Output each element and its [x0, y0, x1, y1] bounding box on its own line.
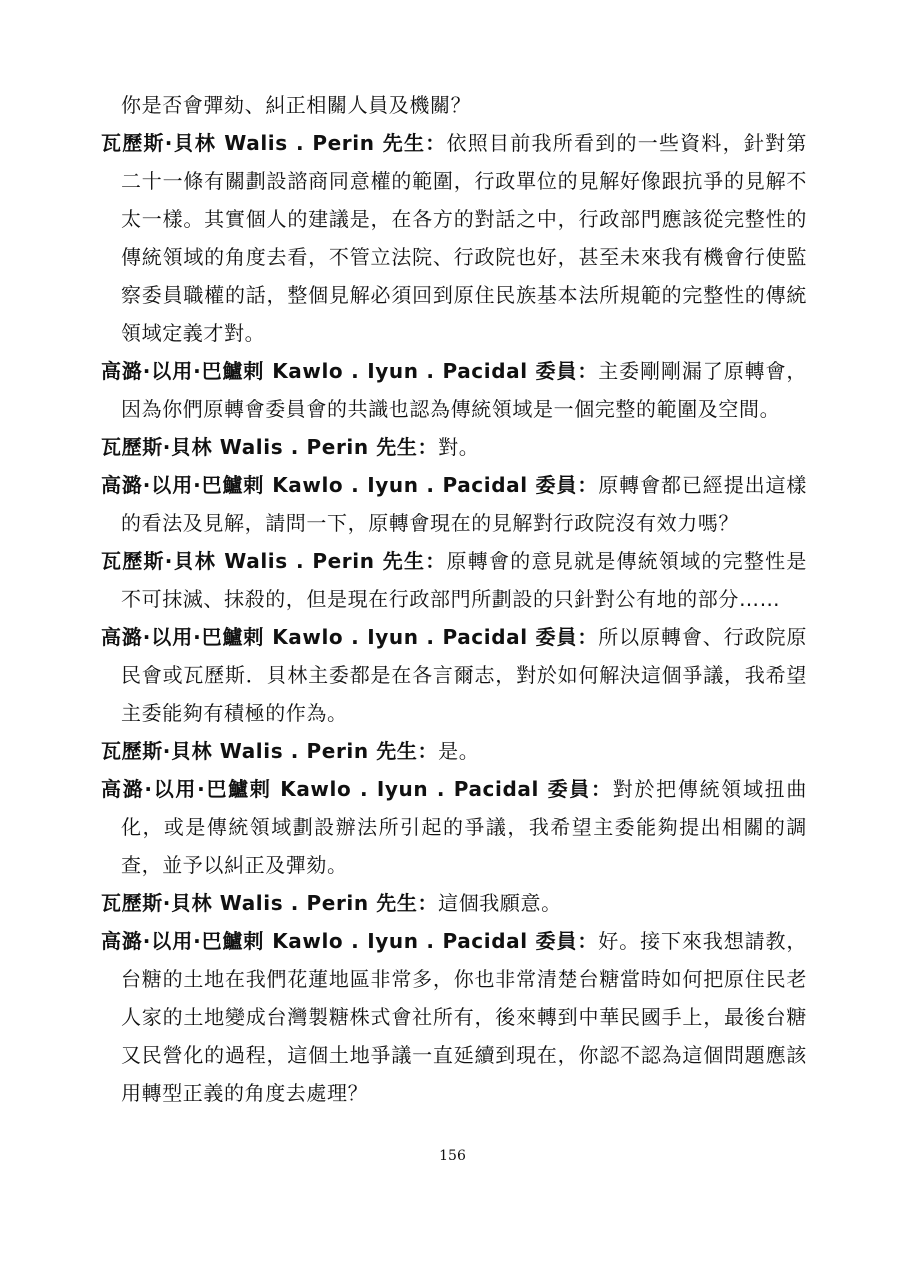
paragraph-text: 對於把傳統領域扭曲化，或是傳統領域劃設辦法所引起的爭議，我希望主委能夠提出相關的調查，並予以糾正及彈劾。	[121, 777, 807, 877]
paragraph-text: 這個我願意。	[438, 891, 562, 915]
transcript-paragraph	[101, 618, 807, 732]
transcript-paragraph	[101, 428, 807, 466]
speaker-name: 瓦歷斯·貝林 Walis . Perin 先生：	[101, 549, 447, 573]
transcript-paragraph	[101, 352, 807, 428]
speaker-name: 高潞·以用·巴鱸剌 Kawlo . Iyun . Pacidal 委員：	[101, 473, 599, 497]
transcript-paragraph	[101, 466, 807, 542]
paragraph-text: 對。	[438, 435, 480, 459]
speaker-name: 高潞·以用·巴鱸剌 Kawlo . Iyun . Pacidal 委員：	[101, 929, 599, 953]
speaker-name: 高潞·以用·巴鱸剌 Kawlo . Iyun . Pacidal 委員：	[101, 777, 613, 801]
paragraph-text: 是。	[438, 739, 480, 763]
paragraph-text: 你是否會彈劾、糾正相關人員及機關？	[121, 93, 472, 117]
transcript-paragraph	[101, 884, 807, 922]
speaker-name: 高潞·以用·巴鱸剌 Kawlo . Iyun . Pacidal 委員：	[101, 359, 599, 383]
paragraph-text: 所以原轉會、行政院原民會或瓦歷斯．貝林主委都是在各言爾志，對於如何解決這個爭議，我希望主委能夠有積極的作為。	[121, 625, 807, 725]
transcript-paragraph	[101, 86, 807, 124]
speaker-name: 瓦歷斯·貝林 Walis . Perin 先生：	[101, 739, 439, 763]
transcript-paragraph	[101, 732, 807, 770]
transcript-paragraph	[101, 922, 807, 1112]
speaker-name: 瓦歷斯·貝林 Walis . Perin 先生：	[101, 891, 439, 915]
speaker-name: 瓦歷斯·貝林 Walis . Perin 先生：	[101, 435, 439, 459]
speaker-name: 瓦歷斯·貝林 Walis . Perin 先生：	[101, 131, 447, 155]
paragraph-text: 原轉會的意見就是傳統領域的完整性是不可抹滅、抹殺的，但是現在行政部門所劃設的只針對公有地的部分……	[121, 549, 808, 611]
paragraph-text: 好。接下來我想請教，台糖的土地在我們花蓮地區非常多，你也非常清楚台糖當時如何把原住民老人家的土地變成台灣製糖株式會社所有，後來轉到中華民國手上，最後台糖又民營化的過程，這個土地爭議一直延續到現在，你認不認為這個問題應該用轉型正義的角度去處理？	[121, 929, 807, 1105]
speaker-name: 高潞·以用·巴鱸剌 Kawlo . Iyun . Pacidal 委員：	[101, 625, 599, 649]
page-number: 156	[439, 1148, 466, 1164]
paragraph-text: 主委剛剛漏了原轉會，因為你們原轉會委員會的共識也認為傳統領域是一個完整的範圍及空間。	[121, 359, 807, 421]
transcript-body	[101, 86, 807, 1112]
transcript-paragraph	[101, 542, 807, 618]
transcript-paragraph	[101, 124, 807, 352]
paragraph-text: 原轉會都已經提出這樣的看法及見解，請問一下，原轉會現在的見解對行政院沒有效力嗎？	[121, 473, 807, 535]
paragraph-text: 依照目前我所看到的一些資料，針對第二十一條有關劃設諮商同意權的範圍，行政單位的見解好像跟抗爭的見解不太一樣。其實個人的建議是，在各方的對話之中，行政部門應該從完整性的傳統領域的角度去看，不管立法院、行政院也好，甚至未來我有機會行使監察委員職權的話，整個見解必須回到原住民族基本法所規範的完整性的傳統領域定義才對。	[121, 131, 808, 345]
transcript-paragraph	[101, 770, 807, 884]
